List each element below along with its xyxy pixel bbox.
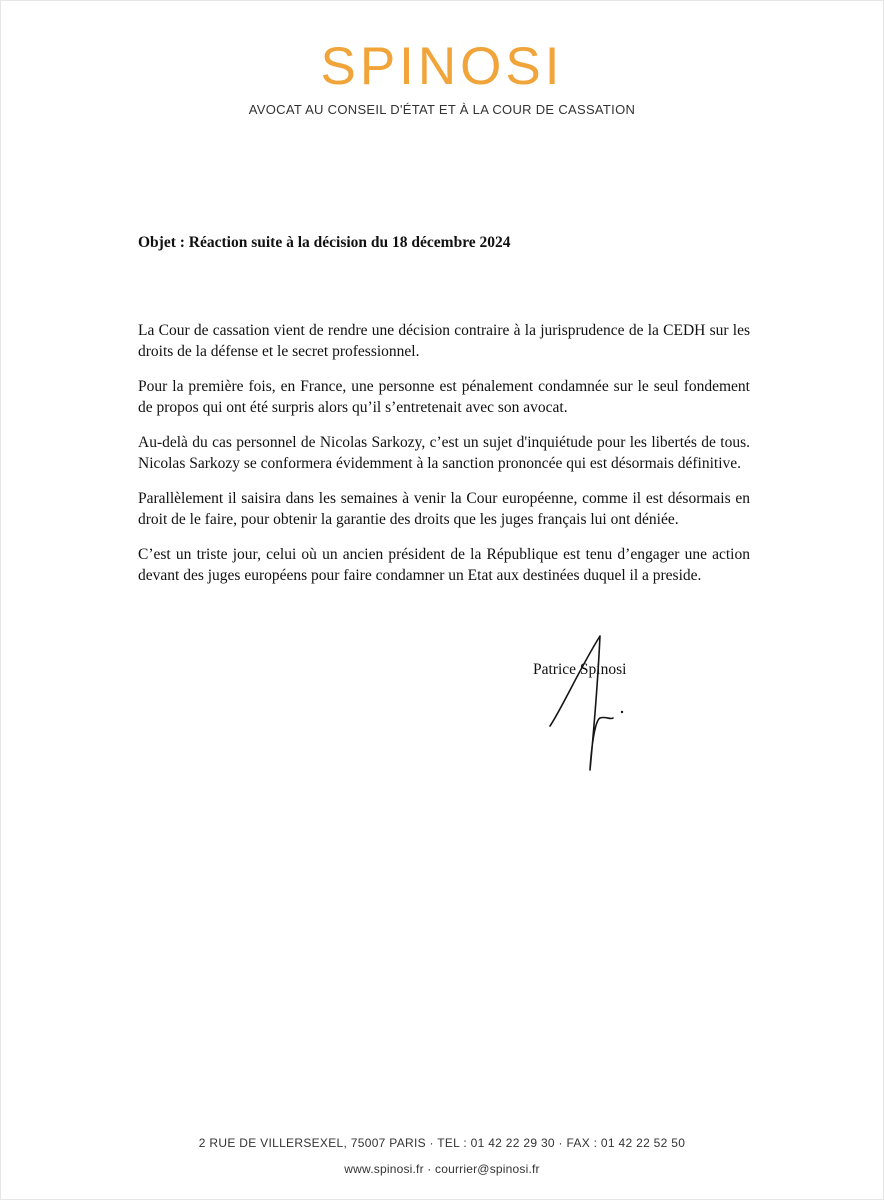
footer-contact: www.spinosi.fr · courrier@spinosi.fr — [344, 1162, 540, 1176]
letter-subject: Objet : Réaction suite à la décision du 18 décembre 2024 — [138, 234, 511, 251]
paragraph: La Cour de cassation vient de rendre une décision contraire à la jurisprudence de la CEDH sur les droits de la défense et le secret professionnel. — [138, 322, 750, 360]
paragraph: Parallèlement il saisira dans les semaines à venir la Cour européenne, comme il est désormais en droit de le faire, pour obtenir la garantie des droits que les juges français lui ont déniée. — [138, 490, 750, 528]
paragraph: Au-delà du cas personnel de Nicolas Sarkozy, c’est un sujet d'inquiétude pour les libertés de tous. Nicolas Sarkozy se conformera évidemment à la sanction prononcée qui est désormais définitive. — [138, 434, 750, 472]
paragraph: C’est un triste jour, celui où un ancien président de la République est tenu d’engager une action devant des juges européens pour faire condamner un Etat aux destinées duquel il a preside. — [138, 546, 750, 584]
brand-logo: SPINOSI — [320, 37, 564, 96]
handwritten-signature — [540, 628, 640, 778]
paragraph: Pour la première fois, en France, une personne est pénalement condamnée sur le seul fondement de propos qui ont été surpris alors qu’il s’entretenait avec son avocat. — [138, 378, 750, 416]
signer-name: Patrice Spinosi — [533, 661, 627, 678]
brand-tagline: AVOCAT AU CONSEIL D'ÉTAT ET À LA COUR DE CASSATION — [248, 102, 636, 117]
letter-body — [138, 320, 750, 600]
footer-address: 2 RUE DE VILLERSEXEL, 75007 PARIS · TEL : 01 42 22 29 30 · FAX : 01 42 22 52 50 — [198, 1136, 686, 1150]
